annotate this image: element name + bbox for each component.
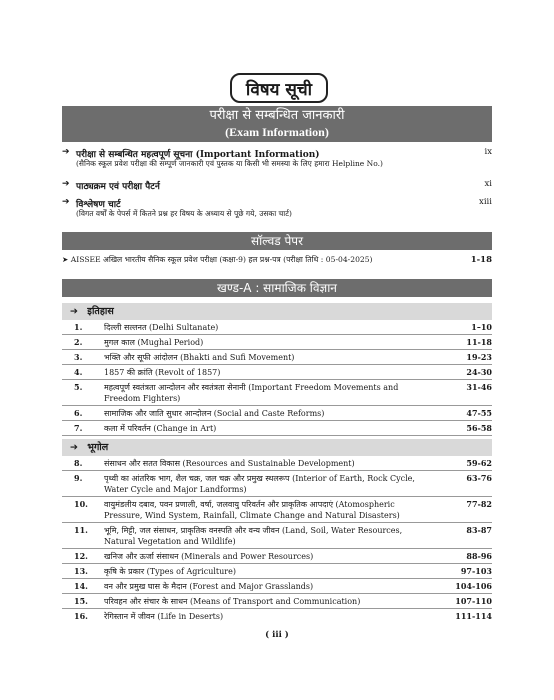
exam-info-header bbox=[62, 106, 492, 142]
info-item-analysis bbox=[62, 197, 492, 225]
toc-row bbox=[62, 335, 492, 350]
chapter-page: 59-62 bbox=[466, 458, 492, 468]
toc-row bbox=[62, 350, 492, 365]
exam-info-heading-english: (Exam Information) bbox=[225, 125, 329, 139]
chapter-number: 15. bbox=[74, 596, 88, 606]
chapter-number: 3. bbox=[74, 352, 83, 362]
chapter-number: 4. bbox=[74, 367, 83, 377]
info-item-page: xiii bbox=[479, 197, 492, 207]
info-item-title: विश्लेषण चार्ट bbox=[76, 200, 121, 210]
toc-row bbox=[62, 365, 492, 380]
chapter-number: 6. bbox=[74, 408, 83, 418]
chapter-number: 2. bbox=[74, 337, 83, 347]
solved-paper-text: AISSEE अखिल भारतीय सैनिक स्कूल प्रवेश परीक्षा (कक्षा-9) हल प्रश्न-पत्र (परीक्षा तिथि : 05-04-2025) bbox=[70, 255, 373, 264]
toc-row bbox=[62, 579, 492, 594]
chapter-title: दिल्ली सल्तनत (Delhi Sultanate) bbox=[104, 323, 219, 332]
chapter-page: 24-30 bbox=[466, 367, 492, 377]
info-item-syllabus bbox=[62, 179, 492, 193]
chapter-number: 9. bbox=[74, 473, 83, 483]
chapter-number: 8. bbox=[74, 458, 83, 468]
chapter-page: 104-106 bbox=[455, 581, 492, 591]
toc-row bbox=[62, 380, 492, 406]
arrow-icon: ➔ bbox=[62, 179, 70, 189]
toc-row bbox=[62, 421, 492, 436]
chapter-page: 77-82 bbox=[466, 499, 492, 509]
toc-row bbox=[62, 594, 492, 609]
info-item-title: पाठ्यक्रम एवं परीक्षा पैटर्न bbox=[76, 182, 160, 192]
toc-row bbox=[62, 456, 492, 471]
chapter-number: 14. bbox=[74, 581, 88, 591]
page-number-footer: ( iii ) bbox=[265, 630, 289, 640]
chapter-number: 11. bbox=[74, 525, 88, 535]
info-item-title: परीक्षा से सम्बन्धित महत्वपूर्ण सूचना (Important Information) bbox=[76, 150, 320, 160]
chapter-title: परिवहन और संचार के साधन (Means of Transport and Communication) bbox=[104, 597, 361, 606]
chapter-page: 11-18 bbox=[466, 337, 492, 347]
chapter-title: कृषि के प्रकार (Types of Agriculture) bbox=[104, 567, 236, 576]
chapter-title: सामाजिक और जाति सुधार आन्दोलन (Social and Caste Reforms) bbox=[104, 409, 325, 418]
chapter-page: 1–10 bbox=[471, 322, 492, 332]
chapter-title: संसाधन और सतत विकास (Resources and Sustainable Development) bbox=[104, 459, 355, 468]
toc-row bbox=[62, 549, 492, 564]
info-item-subtitle: (सैनिक स्कूल प्रवेश परीक्षा की सम्पूर्ण जानकारी एवं पुस्तक या किसी भी समस्या के लिए हमारा Helpline No.) bbox=[76, 159, 383, 168]
chapter-title: रेगिस्तान में जीवन (Life in Deserts) bbox=[104, 612, 224, 621]
solved-paper-page: 1-18 bbox=[470, 255, 492, 265]
chapter-number: 13. bbox=[74, 566, 88, 576]
toc-row bbox=[62, 564, 492, 579]
chapter-number: 1. bbox=[74, 322, 83, 332]
toc-row bbox=[62, 497, 492, 523]
solved-paper-row bbox=[62, 255, 492, 265]
chapter-number: 12. bbox=[74, 551, 88, 561]
chapter-page: 19-23 bbox=[466, 352, 492, 362]
toc-row bbox=[62, 406, 492, 421]
chapter-page: 56-58 bbox=[466, 423, 492, 433]
chapter-title: भूमि, मिट्टी, जल संसाधन, प्राकृतिक वनस्पति और वन्य जीवन (Land, Soil, Water Resources, Natural Vegetation and Wildlife) bbox=[104, 526, 403, 546]
chapter-title: भक्ति और सूफी आंदोलन (Bhakti and Sufi Movement) bbox=[104, 353, 295, 362]
chapter-title: 1857 की क्रांति (Revolt of 1857) bbox=[104, 368, 221, 377]
chapter-title: पृथ्वी का आंतरिक भाग, शैल चक्र, जल चक्र और प्रमुख स्थलरूप (Interior of Earth, Rock Cycle, Water Cycle and Major Landforms) bbox=[104, 474, 415, 494]
section-head-geography bbox=[62, 439, 492, 456]
chapter-title: वायुमंडलीय दबाव, पवन प्रणाली, वर्षा, जलवायु परिवर्तन और प्राकृतिक आपदाएं (Atomospheric Pressure, Wind System, Rainfall, Climate Change and Natural Disasters) bbox=[104, 500, 400, 520]
section-name: भूगोल bbox=[87, 442, 109, 453]
chapter-page: 63-76 bbox=[466, 473, 492, 483]
chapter-title: खनिज और ऊर्जा संसाधन (Minerals and Power Resources) bbox=[104, 552, 314, 561]
arrow-icon: ➔ bbox=[62, 147, 70, 157]
exam-info-heading-hindi: परीक्षा से सम्बन्धित जानकारी bbox=[209, 108, 345, 123]
chapter-page: 111-114 bbox=[455, 611, 492, 621]
chapter-title: कला में परिवर्तन (Change in Art) bbox=[104, 424, 217, 433]
info-item-page: ix bbox=[484, 147, 492, 157]
chapter-page: 88-96 bbox=[466, 551, 492, 561]
toc-row bbox=[62, 523, 492, 549]
chapter-page: 107-110 bbox=[455, 596, 492, 606]
toc-row bbox=[62, 471, 492, 497]
solved-paper-header: सॉल्वड पेपर bbox=[62, 232, 492, 250]
chapter-page: 97-103 bbox=[460, 566, 492, 576]
chapter-page: 47-55 bbox=[466, 408, 492, 418]
info-item-subtitle: (विगत वर्षों के पेपर्स में कितने प्रश्न हर विषय के अध्याय से पूछे गये, उसका चार्ट) bbox=[76, 209, 292, 218]
chapter-number: 5. bbox=[74, 382, 83, 392]
chapter-title: मुगल काल (Mughal Period) bbox=[104, 338, 204, 347]
arrow-icon: ➔ bbox=[70, 306, 78, 317]
khand-a-header: खण्ड-A : सामाजिक विज्ञान bbox=[62, 279, 492, 297]
chapter-number: 10. bbox=[74, 499, 88, 509]
section-head-history bbox=[62, 303, 492, 320]
chapter-page: 83-87 bbox=[466, 525, 492, 535]
info-item-page: xi bbox=[484, 179, 492, 189]
toc-row bbox=[62, 609, 492, 624]
chapter-title: वन और प्रमुख घास के मैदान (Forest and Major Grasslands) bbox=[104, 582, 314, 591]
arrow-icon: ➔ bbox=[62, 197, 70, 207]
chapter-number: 7. bbox=[74, 423, 83, 433]
chapter-number: 16. bbox=[74, 611, 88, 621]
chapter-title: महत्वपूर्ण स्वतंत्रता आन्दोलन और स्वतंत्रता सेनानी (Important Freedom Movements and Freedom Fighters) bbox=[104, 383, 399, 403]
arrow-icon: ➔ bbox=[70, 442, 78, 453]
chapter-page: 31-46 bbox=[466, 382, 492, 392]
section-name: इतिहास bbox=[87, 306, 114, 317]
arrow-icon: ➤ bbox=[62, 255, 69, 264]
info-item-important bbox=[62, 147, 492, 175]
page-title: विषय सूची bbox=[230, 73, 328, 103]
toc-row bbox=[62, 320, 492, 335]
